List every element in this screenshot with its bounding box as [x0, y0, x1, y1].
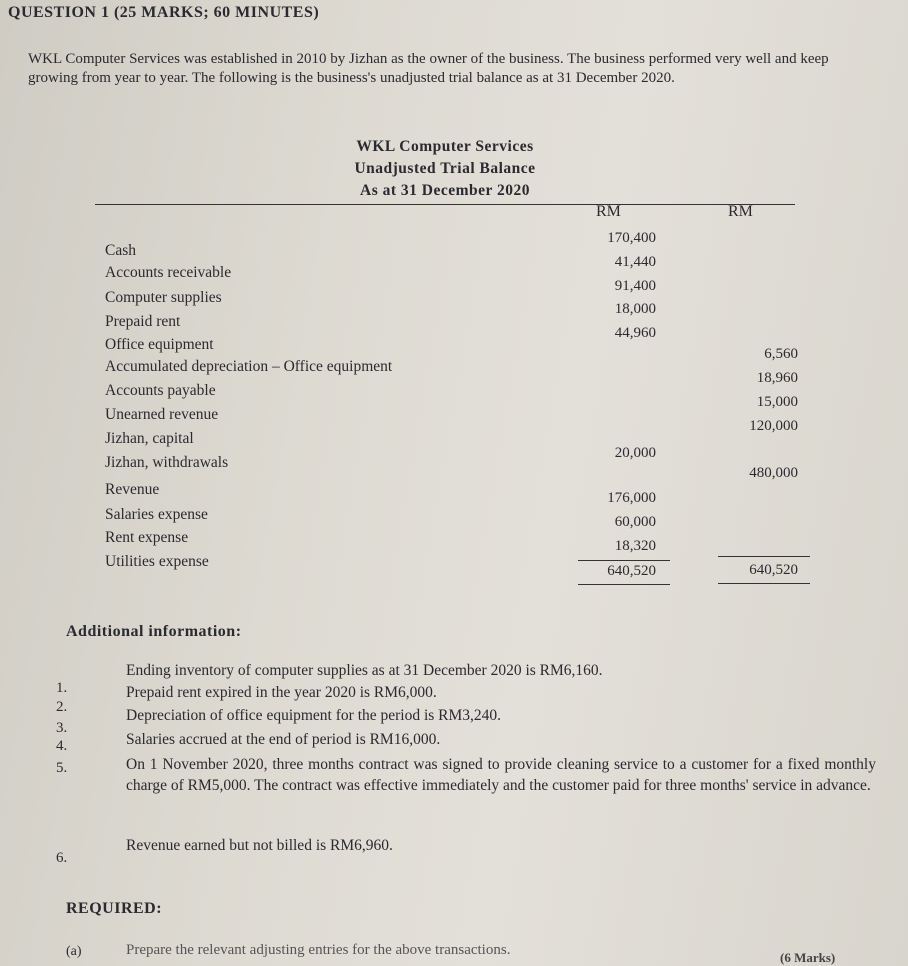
credit-amount: 6,560 — [764, 346, 798, 362]
item-text: On 1 November 2020, three months contract was signed to provide cleaning service to a customer for a fixed monthly charge of RM5,000. The contract was effective immediately and the customer paid for three months' service in advance. — [126, 756, 876, 794]
item-number: 6. — [56, 850, 68, 866]
statement-title: Unadjusted Trial Balance — [354, 160, 536, 177]
account-name: Accounts payable — [105, 382, 216, 399]
item-number: 5. — [56, 760, 68, 776]
credit-total: 640,520 — [749, 562, 798, 578]
debit-amount: 18,000 — [614, 301, 656, 317]
header-rule — [95, 204, 795, 205]
requirement-a-number: (a) — [66, 944, 82, 959]
account-name: Computer supplies — [105, 289, 222, 306]
debit-amount: 18,320 — [614, 538, 656, 554]
account-name: Rent expense — [105, 529, 189, 546]
item-number: 1. — [56, 680, 68, 696]
item-text: Ending inventory of computer supplies as at 31 December 2020 is RM6,160. — [126, 662, 603, 679]
requirement-a-text: Prepare the relevant adjusting entries for the above transactions. — [126, 942, 511, 958]
debit-amount: 44,960 — [614, 325, 656, 341]
debit-column-header: RM — [596, 203, 621, 220]
credit-total-underline — [718, 583, 810, 584]
account-name: Utilities expense — [105, 553, 209, 570]
account-name: Salaries expense — [105, 506, 208, 523]
additional-info-heading: Additional information: — [66, 623, 242, 640]
credit-amount: 15,000 — [756, 394, 798, 410]
debit-amount: 176,000 — [607, 490, 656, 506]
debit-amount: 60,000 — [614, 514, 656, 530]
debit-total-underline — [578, 584, 670, 585]
credit-amount: 120,000 — [749, 418, 798, 434]
item-text: Revenue earned but not billed is RM6,960. — [126, 837, 393, 854]
company-name: WKL Computer Services — [356, 138, 534, 155]
item-text: Depreciation of office equipment for the period is RM3,240. — [126, 707, 502, 724]
credit-column-header: RM — [728, 203, 753, 220]
required-heading: REQUIRED: — [66, 900, 163, 917]
item-text: Prepaid rent expired in the year 2020 is RM6,000. — [126, 684, 437, 701]
account-name: Accumulated depreciation – Office equipment — [105, 358, 393, 375]
item-text: Salaries accrued at the end of period is RM16,000. — [126, 731, 441, 748]
account-name: Revenue — [105, 481, 160, 498]
credit-amount: 480,000 — [749, 465, 798, 481]
account-name: Accounts receivable — [105, 264, 232, 281]
account-name: Prepaid rent — [105, 313, 181, 330]
intro-paragraph: WKL Computer Services was established in 2010 by Jizhan as the owner of the business. The business performed very well and keep growing from year to year. The following is the business's unadjusted trial balance as at 31 December 2020. — [28, 51, 829, 86]
debit-amount: 170,400 — [607, 230, 656, 246]
account-name: Cash — [105, 242, 136, 259]
debit-amount: 20,000 — [614, 445, 656, 461]
debit-total-rule — [578, 560, 670, 561]
requirement-a-marks: (6 Marks) — [780, 950, 836, 965]
credit-amount: 18,960 — [756, 370, 798, 386]
debit-total: 640,520 — [607, 563, 656, 579]
debit-amount: 91,400 — [614, 278, 656, 294]
question-heading: QUESTION 1 (25 MARKS; 60 MINUTES) — [8, 4, 320, 21]
account-name: Unearned revenue — [105, 406, 219, 423]
statement-date: As at 31 December 2020 — [360, 182, 530, 199]
item-number: 2. — [56, 699, 68, 715]
item-number: 4. — [56, 738, 68, 754]
item-number: 3. — [56, 720, 68, 736]
account-name: Jizhan, capital — [105, 430, 194, 447]
account-name: Jizhan, withdrawals — [105, 454, 229, 471]
debit-amount: 41,440 — [614, 254, 656, 270]
account-name: Office equipment — [105, 336, 214, 353]
credit-total-rule — [718, 556, 810, 557]
